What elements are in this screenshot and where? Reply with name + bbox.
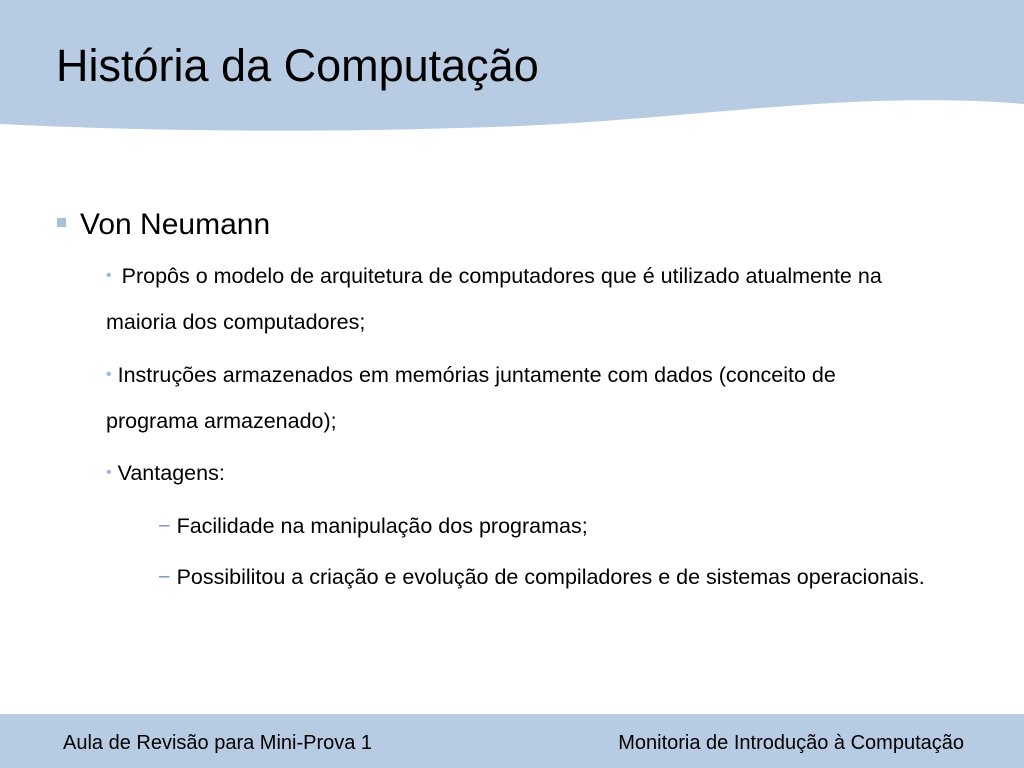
sub-bullet-stored-program-text: Instruções armazenados em memórias juntamente com dados (conceito de programa armazenado); <box>106 363 836 433</box>
sub-bullet-stored-program <box>106 352 866 444</box>
sub-bullet-advantages-text: Vantagens: <box>117 461 225 485</box>
footer-bar <box>0 714 1024 768</box>
square-bullet-icon <box>57 218 66 227</box>
sub-bullet-advantages <box>106 450 506 496</box>
sub-sub-bullet-manipulation <box>158 503 858 549</box>
sub-sub-bullet-compilers-text: Possibilitou a criação e evolução de compiladores e de sistemas operacionais. <box>176 565 925 589</box>
sub-sub-bullet-manipulation-text: Facilidade na manipulação dos programas; <box>176 514 588 538</box>
sub-bullet-architecture <box>106 253 886 345</box>
bullet-von-neumann-text: Von Neumann <box>80 208 271 241</box>
bullet-von-neumann <box>57 205 270 245</box>
slide-title: História da Computação <box>56 40 539 91</box>
footer-course-name: Monitoria de Introdução à Computação <box>618 732 964 754</box>
sub-bullet-architecture-text: Propôs o modelo de arquitetura de computadores que é utilizado atualmente na maioria dos computadores; <box>106 264 882 334</box>
dash-bullet-icon: − <box>158 565 171 589</box>
dash-bullet-icon: − <box>158 514 171 538</box>
sub-sub-bullet-compilers <box>158 554 938 600</box>
dot-bullet-icon: • <box>106 464 112 481</box>
footer-course-session: Aula de Revisão para Mini-Prova 1 <box>63 732 373 754</box>
dot-bullet-icon: • <box>106 267 112 284</box>
dot-bullet-icon: • <box>106 366 112 383</box>
